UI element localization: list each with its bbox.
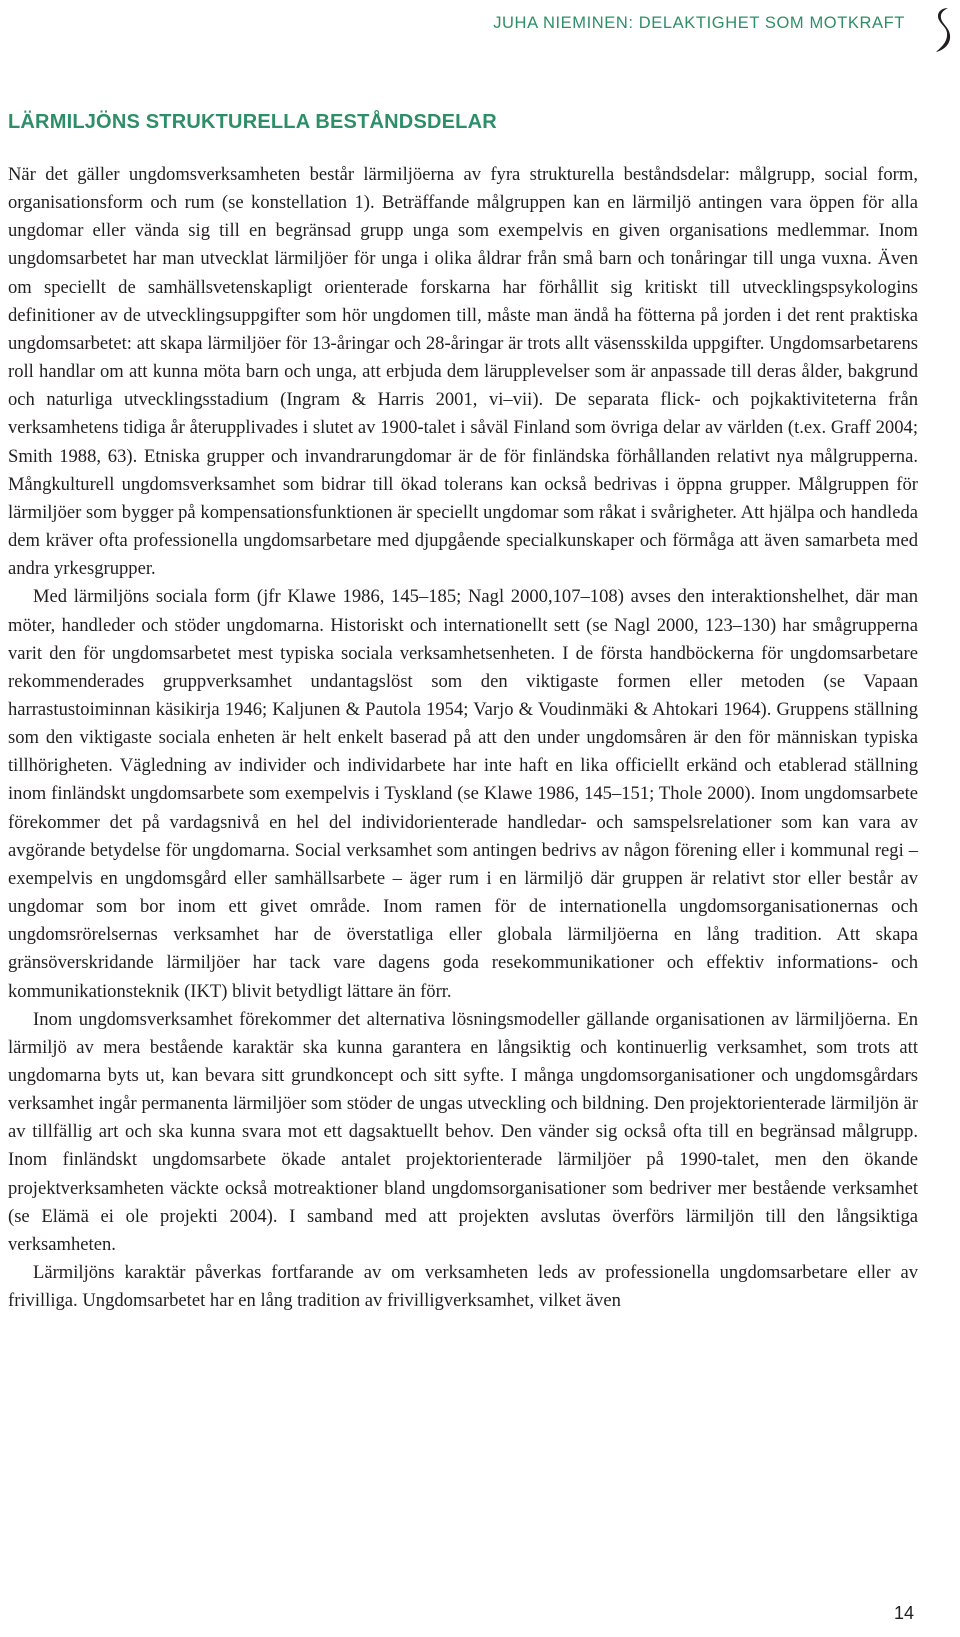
paragraph: Med lärmiljöns sociala form (jfr Klawe 1986, 145–185; Nagl 2000,107–108) avses den interaktionshelhet, där man möter, handleder och stöder ungdomarna. Historiskt och internationellt sett (se Nagl 2000, 123–130) har smågrupperna varit den för ungdomsarbetet mest typiska sociala verksamhetsenheten. I de första handböckerna för ungdomsarbetare rekommenderades gruppverksamhet undantagslöst som den viktigaste formen eller metoden (se Vapaan harrastustoiminnan käsikirja 1946; Kaljunen & Pautola 1954; Varjo & Voudinmäki & Ahtokari 1964). Gruppens ställning som den viktigaste sociala enheten är helt enkelt baserad på att den under ungdomsåren är den för människan typiska tillhörigheten. Vägledning av individer och individarbete har inte haft en lika officiellt erkänd och etablerad ställning inom finländskt ungdomsarbete som exempelvis i Tyskland (se Klawe 1986, 145–151; Thole 2000). Inom ungdomsarbete förekommer det på vardagsnivå en hel del individorienterade handledar- och samspelsrelationer som kan vara av avgörande betydelse för ungdomarna. Social verksamhet som antingen bedrivs av någon förening eller i kommunal regi – exempelvis en ungdomsgård eller samhällsarbete – äger rum i en lärmiljö där gruppen är relativt stor eller består av ungdomar som bor inom ett givet område. Inom ramen för de internationella ungdomsorganisationernas och ungdomsrörelsernas verksamhet har de överstatliga eller globala lärmiljöerna en lång tradition. Att skapa gränsöverskridande lärmiljöer har tack vare dagens goda resekommunikationer och effektiv informations- och kommunikationsteknik (IKT) blivit betydligt lättare än förr. — [8, 586, 918, 1002]
body-text — [8, 161, 918, 1315]
stylized-s-icon — [932, 4, 954, 56]
paragraph: Inom ungdomsverksamhet förekommer det alternativa lösningsmodeller gällande organisationen av lärmiljöerna. En lärmiljö av mera bestående karaktär ska kunna garantera en långsiktig och kontinuerlig verksamhet, som trots att ungdomarna byts ut, kan bevara sitt grundkoncept och sitt syfte. I många ungdomsorganisationer och ungdomsgårdars verksamhet ingår permanenta lärmiljöer som stöder de ungas utveckling och bildning. Den projektorienterade lärmiljön är av tillfällig art och ska kunna svara mot ett dagsaktuellt behov. Den vänder sig också ofta till en begränsad målgrupp. Inom finländskt ungdomsarbete ökade antalet projektorienterade lärmiljöer på 1990-talet, men den ökande projektverksamheten väckte också motreaktioner bland ungdomsorganisationer som bedriver mer bestående verksamhet (se Elämä ei ole projekti 2004). I samband med att projekten avslutas överförs lärmiljön till den långsiktiga verksamheten. — [8, 1008, 918, 1255]
section-heading: LÄRMILJÖNS STRUKTURELLA BESTÅNDSDELAR — [8, 111, 497, 133]
page-number: 14 — [893, 1603, 914, 1623]
paragraph: Lärmiljöns karaktär påverkas fortfarande av om verksamheten leds av professionella ungdomsarbetare eller av frivilliga. Ungdomsarbetet har en lång tradition av frivilligverksamhet, vilket även — [8, 1262, 918, 1312]
paragraph: När det gäller ungdomsverksamheten består lärmiljöerna av fyra strukturella beståndsdelar: målgrupp, social form, organisationsform och rum (se konstellation 1). Beträffande målgruppen kan en lärmiljö antingen vara öppen för alla ungdomar eller vända sig till en begränsad grupp unga som exempelvis en given organisations medlemmar. Inom ungdomsarbetet har man utvecklat lärmiljöer för unga i olika åldrar från små barn och tonåringar till unga vuxna. Även om speciellt de samhällsvetenskapligt orienterade forskarna har förhållit sig kritiskt till utvecklingspsykologins definitioner av de utvecklingsuppgifter som hör ungdomen till, måste man ändå ha fötterna på jorden i det rent praktiska ungdomsarbetet: att skapa lärmiljöer för 13-åringar och 28-åringar är trots allt väsensskilda uppgifter. Ungdomsarbetarens roll handlar om att kunna möta barn och unga, att erbjuda dem lärupplevelser som är anpassade till deras ålder, bakgrund och naturliga utvecklingsstadium (Ingram & Harris 2001, vi–vii). De separata flick- och pojkaktiviteterna från verksamhetens tidiga år återupplivades i slutet av 1900-talet i såväl Finland som övriga delar av världen (t.ex. Graff 2004; Smith 1988, 63). Etniska grupper och invandrarungdomar är de för finländska förhållanden relativt nya målgrupperna. Mångkulturell ungdomsverksamhet som bidrar till ökad tolerans kan också bedrivas i öppna grupper. Målgruppen för lärmiljöer som bygger på kompensationsfunktionen är speciellt ungdomar som råkat i svårigheter. Att hjälpa och handleda dem kräver ofta professionella ungdomsarbetare med djupgående specialkunskaper och förmåga att även samarbeta med andra yrkesgrupper. — [8, 164, 918, 580]
running-header: JUHA NIEMINEN: DELAKTIGHET SOM MOTKRAFT — [493, 14, 905, 32]
